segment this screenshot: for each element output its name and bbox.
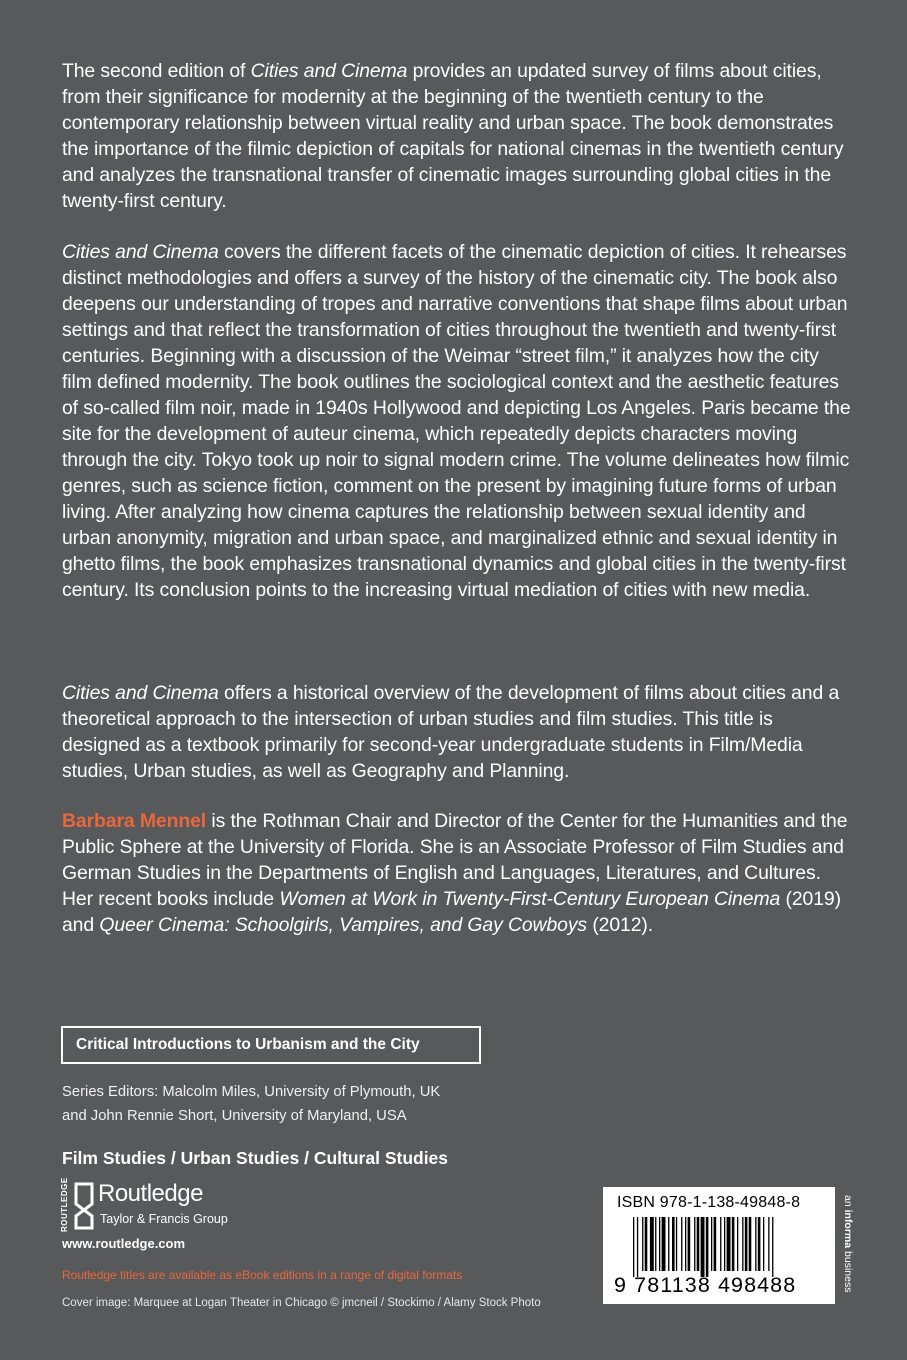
series-editors-line-1: Series Editors: Malcolm Miles, University of Plymouth, UK — [62, 1084, 441, 1100]
publisher-name: Routledge — [98, 1180, 203, 1207]
p3-book-title: Cities and Cinema — [62, 682, 219, 704]
barcode-bar — [706, 1217, 709, 1277]
barcode-bar — [694, 1217, 695, 1271]
barcode-bar — [720, 1217, 721, 1271]
barcode-bar — [697, 1217, 700, 1271]
informa-prefix: an — [842, 1195, 854, 1210]
barcode-bar — [672, 1217, 675, 1271]
publisher-group: Taylor & Francis Group — [100, 1212, 228, 1226]
series-title: Critical Introductions to Urbanism and the City — [76, 1036, 420, 1053]
bio-book-2: Queer Cinema: Schoolgirls, Vampires, and Gay Cowboys — [99, 914, 588, 936]
barcode-bar — [755, 1217, 756, 1271]
barcode-bar — [768, 1217, 769, 1271]
barcode-bar — [714, 1217, 717, 1271]
barcode-bar — [637, 1217, 638, 1277]
author-bio — [62, 808, 852, 938]
p3-text-a: offers a historical overview of the development of films about cities and a theoretical approach to the intersection of urban studies and film studies. This title is designed as a textbook primarily for second-year undergraduate students in Film/Media studies, Urban studies, as well as Geography and Planning. — [62, 682, 840, 782]
barcode-bar — [662, 1217, 666, 1271]
bio-text-b: (2019) and — [62, 888, 841, 936]
bio-text-a: is the Rothman Chair and Director of the Center for the Humanities and the Public Sphere at the University of Florida. She is an Associate Professor of Film Studies and German Studies in the Departments of English and Languages, Literatures, and Cultures. Her recent books include — [62, 810, 848, 910]
informa-suffix: business — [842, 1248, 854, 1293]
barcode-bar — [745, 1217, 748, 1271]
routledge-logo — [60, 1177, 260, 1232]
subject-categories: Film Studies / Urban Studies / Cultural Studies — [62, 1148, 449, 1168]
bio-text-c: (2012). — [587, 914, 654, 936]
p1-text-b: provides an updated survey of films about cities, from their significance for modernity at the beginning of the twentieth century to the contemporary relationship between virtual reality and urban space. The book demonstrates the importance of the filmic depiction of capitals for national cinemas in the twentieth century and analyzes the transnational transfer of cinematic images surrounding global cities in the twenty-first century. — [62, 60, 844, 212]
barcode-bar — [681, 1217, 682, 1271]
barcode-bar — [668, 1217, 669, 1271]
barcode-bar — [645, 1217, 648, 1271]
barcode-bar — [650, 1217, 654, 1271]
p2-book-title: Cities and Cinema — [62, 241, 219, 263]
barcode-digits: 9 781138 498488 — [614, 1273, 797, 1297]
barcode-bar — [749, 1217, 752, 1271]
author-name: Barbara Mennel — [62, 810, 207, 832]
barcode-bar — [763, 1217, 764, 1271]
p1-book-title: Cities and Cinema — [250, 60, 408, 82]
barcode-bar — [642, 1217, 643, 1271]
cover-image-credit: Cover image: Marquee at Logan Theater in Chicago © jmcneil / Stockimo / Alamy Stock Photo — [62, 1297, 541, 1309]
barcode-bar — [732, 1217, 735, 1271]
publisher-url: www.routledge.com — [62, 1236, 186, 1251]
barcode-bar — [711, 1217, 712, 1271]
barcode-bar — [676, 1217, 677, 1271]
p2-text-a: covers the different facets of the cinematic depiction of cities. It rehearses distinct methodologies and offers a survey of the history of the cinematic city. The book also deepens our understanding of tropes and narrative conventions that shape films about urban settings and that reflect the transformation of cities throughout the twentieth and twenty-first centuries. Beginning with a discussion of the Weimar “street film,” it analyzes how the city film defined modernity. The book outlines the sociological context and the aesthetic features of so-called film noir, made in 1940s Hollywood and depicting Los Angeles. Paris became the site for the development of auteur cinema, which repeatedly depicts characters moving through the city. Tokyo took up noir to signal modern crime. The volume delineates how filmic genres, such as science fiction, comment on the present by imagining future forms of urban living. After analyzing how cinema captures the relationship between sexual identity and urban anonymity, migration and urban space, and marginalized ethnic and sexual identity in ghetto films, the book emphasizes transnational dynamics and global cities in the twenty-first century. Its conclusion points to the increasing virtual mediation of cities with new media. — [62, 241, 851, 601]
informa-business-note — [840, 1195, 854, 1299]
description-paragraph-2 — [62, 239, 852, 603]
barcode-box — [603, 1187, 835, 1304]
series-title-box — [61, 1026, 481, 1064]
p1-text-a: The second edition of — [62, 60, 251, 82]
ebook-note: Routledge titles are available as eBook editions in a range of digital formats — [62, 1268, 463, 1282]
series-editors-line-2: and John Rennie Short, University of Maryland, USA — [62, 1108, 407, 1124]
barcode-bar — [758, 1217, 761, 1271]
routledge-mark-icon — [73, 1182, 95, 1230]
barcode-bar — [655, 1217, 656, 1271]
barcode-bar — [737, 1217, 738, 1271]
barcode-bar — [633, 1217, 634, 1277]
logo-vertical-mark: ROUTLEDGE — [60, 1177, 69, 1232]
barcode-bar — [685, 1217, 686, 1271]
isbn-text: ISBN 978-1-138-49848-8 — [617, 1194, 801, 1211]
barcode-bar — [688, 1217, 691, 1271]
barcode-bar — [659, 1217, 660, 1271]
description-paragraph-3 — [62, 680, 852, 784]
barcode-bar — [724, 1217, 725, 1271]
bio-book-1: Women at Work in Twenty-First-Century European Cinema — [279, 888, 781, 910]
description-paragraph-1 — [62, 58, 852, 214]
series-editors — [62, 1080, 440, 1128]
barcode-bar — [772, 1217, 773, 1277]
informa-brand: informa — [842, 1209, 854, 1249]
barcode-bar — [701, 1217, 705, 1277]
barcode-bar — [742, 1217, 743, 1271]
barcode-bar — [727, 1217, 731, 1271]
